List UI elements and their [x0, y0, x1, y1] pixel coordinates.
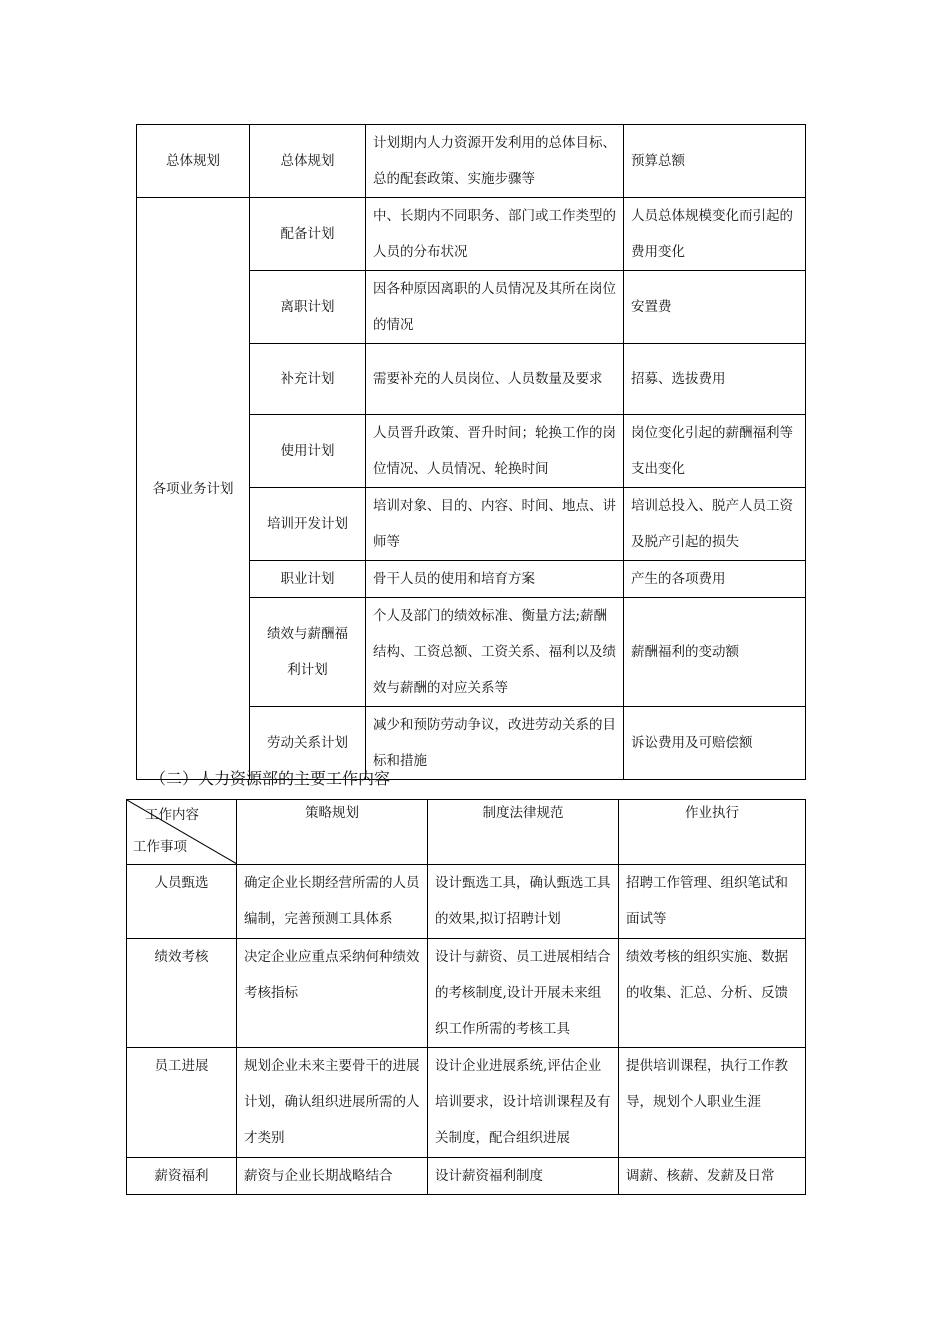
budget-cell: 招募、选拔费用 — [624, 344, 806, 415]
strategy-cell: 规划企业未来主要骨干的进展计划，确认组织进展所需的人才类别 — [237, 1048, 428, 1158]
plan-content-cell: 人员晋升政策、晋升时间；轮换工作的岗位情况、人员情况、轮换时间 — [366, 415, 624, 488]
section-heading: （二）人力资源部的主要工作内容 — [150, 769, 391, 788]
work-item-cell: 员工进展 — [127, 1048, 237, 1158]
table-row — [137, 198, 806, 271]
budget-cell: 薪酬福利的变动额 — [624, 598, 806, 707]
table-row — [127, 1158, 806, 1195]
plan-content-cell: 培训对象、目的、内容、时间、地点、讲师等 — [366, 488, 624, 561]
plan-name-cell: 使用计划 — [250, 415, 366, 488]
system-cell: 设计薪资福利制度 — [428, 1158, 619, 1195]
plan-content-cell: 计划期内人力资源开发利用的总体目标、总的配套政策、实施步骤等 — [366, 125, 624, 198]
work-item-cell: 薪资福利 — [127, 1158, 237, 1195]
corner-top-label: 工作内容 — [145, 807, 199, 823]
corner-bottom-label: 工作事项 — [133, 839, 187, 855]
plan-content-cell: 骨干人员的使用和培育方案 — [366, 561, 624, 598]
execution-cell: 调薪、核薪、发薪及日常 — [619, 1158, 806, 1195]
table-row — [127, 1048, 806, 1158]
hr-plan-table — [136, 124, 806, 780]
column-header: 策略规划 — [237, 800, 428, 865]
table-header-row — [127, 800, 806, 865]
work-item-cell: 绩效考核 — [127, 939, 237, 1048]
plan-content-cell: 需要补充的人员岗位、人员数量及要求 — [366, 344, 624, 415]
plan-content-cell: 因各种原因离职的人员情况及其所在岗位的情况 — [366, 271, 624, 344]
budget-cell: 培训总投入、脱产人员工资及脱产引起的损失 — [624, 488, 806, 561]
column-header: 制度法律规范 — [428, 800, 619, 865]
execution-cell: 招聘工作管理、组织笔试和面试等 — [619, 865, 806, 939]
plan-name-cell: 培训开发计划 — [250, 488, 366, 561]
budget-cell: 产生的各项费用 — [624, 561, 806, 598]
plan-name-cell: 总体规划 — [250, 125, 366, 198]
budget-cell: 预算总额 — [624, 125, 806, 198]
work-item-cell: 人员甄选 — [127, 865, 237, 939]
table-row — [137, 125, 806, 198]
system-cell: 设计与薪资、员工进展相结合的考核制度,设计开展未来组织工作所需的考核工具 — [428, 939, 619, 1048]
plan-content-cell: 个人及部门的绩效标准、衡量方法;薪酬结构、工资总额、工资关系、福利以及绩效与薪酬的对应关系等 — [366, 598, 624, 707]
table-row — [127, 865, 806, 939]
execution-cell: 绩效考核的组织实施、数据的收集、汇总、分析、反馈 — [619, 939, 806, 1048]
plan-content-cell: 中、长期内不同职务、部门或工作类型的人员的分布状况 — [366, 198, 624, 271]
execution-cell: 提供培训课程，执行工作教导，规划个人职业生涯 — [619, 1048, 806, 1158]
strategy-cell: 确定企业长期经营所需的人员编制，完善预测工具体系 — [237, 865, 428, 939]
plan-name-cell: 职业计划 — [250, 561, 366, 598]
column-header: 作业执行 — [619, 800, 806, 865]
budget-cell: 诉讼费用及可赔偿额 — [624, 707, 806, 780]
table-row — [127, 939, 806, 1048]
strategy-cell: 决定企业应重点采纳何种绩效考核指标 — [237, 939, 428, 1048]
plan-name-cell: 离职计划 — [250, 271, 366, 344]
plan-content-cell: 减少和预防劳动争议，改进劳动关系的目标和措施 — [366, 707, 624, 780]
budget-cell: 安置费 — [624, 271, 806, 344]
category-cell: 总体规划 — [137, 125, 250, 198]
system-cell: 设计甄选工具，确认甄选工具的效果,拟订招聘计划 — [428, 865, 619, 939]
budget-cell: 岗位变化引起的薪酬福利等支出变化 — [624, 415, 806, 488]
category-cell: 各项业务计划 — [137, 198, 250, 780]
hr-work-table — [126, 799, 806, 1195]
diagonal-header-cell — [127, 800, 237, 865]
system-cell: 设计企业进展系统,评估企业培训要求，设计培训课程及有关制度，配合组织进展 — [428, 1048, 619, 1158]
strategy-cell: 薪资与企业长期战略结合 — [237, 1158, 428, 1195]
plan-name-cell: 劳动关系计划 — [250, 707, 366, 780]
plan-name-cell: 补充计划 — [250, 344, 366, 415]
plan-name-cell: 绩效与薪酬福利计划 — [250, 598, 366, 707]
budget-cell: 人员总体规模变化而引起的费用变化 — [624, 198, 806, 271]
plan-name-cell: 配备计划 — [250, 198, 366, 271]
